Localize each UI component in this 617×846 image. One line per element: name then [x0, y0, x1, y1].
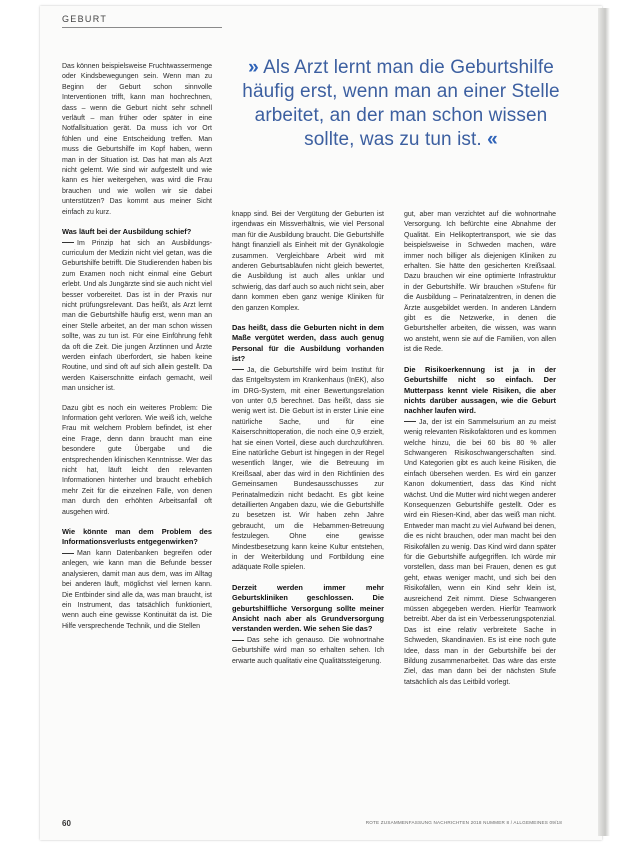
- interview-question: Das heißt, dass die Geburten nicht in dem Maße vergütet werden, dass auch genug Personal für die Ausbildung vorhanden ist?: [232, 323, 384, 364]
- answer-dash: [404, 421, 416, 422]
- paragraph: gut, aber man verzichtet auf die wohnortnahe Versorgung. Ich befürchte eine Abnahme der Qualität. Ein Helikoptertransport, wie sie das beispielsweise in Schweden machen, wäre immer noch billiger als diejenigen Kliniken zu erhalten. Sie hätte den gesicherten Kreißsaal. Dazu brauchen wir eine optimierte Infrastruktur in der Geburtshilfe. Wir brauchen »Stufen« für die Ausbildung – Perinatalzentren, in denen die Ärzte ausgebildet werden. In anderen Ländern gibt es die Netzwerke, in denen die Geburtshelfer arbeiten, die wissen, was wann wo ansteht, wenn sie auf die Familien, von allen ist die Rede.: [404, 211, 556, 354]
- page-edge: [598, 8, 610, 836]
- text-column-3: [404, 210, 556, 697]
- paragraph: knapp sind. Bei der Vergütung der Geburten ist irgendwas ein Missverhältnis, wie viel Personal man für die Ausbildung braucht. Die Geburtshilfe hängt finanziell als Einheit mit der Gynäkologie zusammen. Vergleichbare Arbeit wird mit anderen Geburtsabläufen nicht gleich bewertet, die Ausbildung ist auch alles unklar und schwierig, das darf auch so auch nicht sein, aber dann kommen eben ganz wenige Kliniken für den ganzen Komplex.: [232, 211, 384, 312]
- close-quote-mark: «: [487, 129, 498, 150]
- answer-text: Ja, der ist ein Sammelsurium an zu meist wenig relevanten Risikofaktoren und es kommen welche hinzu, die bei 60 bis 80 % aller Schwangeren Risikoschwangerschaften sind. Und Kategorien gibt es auch keine Risiken, die einfach übersehen werden. Es wird ein ganzer Kanon dokumentiert, dass das Kind nicht wächst. Und die Mutter wird nicht wegen anderer Konsequenzen Geburtshilfe gestellt. Oder es wird ein Riesen-Kind, aber das weiß man nicht. Entweder man macht zu viel Aufwand bei denen, die es nicht brauchen, oder man macht bei den Risikofällen zu wenig. Das Kind wird dann später für die Geburtshilfe aufgegriffen. Ich würde mir vorstellen, dass man bei Frauen, denen es gut geht, etwas weniger macht, und sich bei den Risikofällen, wenn ein Kind sehr klein ist, ausreichend Zeit nimmt. Diese Schwangeren müssen abgegeben werden. Hierfür Teamwork betreibt. Aber da ist ein Verbesserungspotenzial. Das ist eine relativ verbreitete Sache in Schweden, Skandinavien. Es ist eine noch gute Idee, dass man in der Geburtshilfe bei der Bildung zusammenarbeitet. Das wäre das erste Ziel, das man dann bei der nächsten Stufe tatsächlich als das Leitbild vorlegt.: [404, 418, 556, 686]
- open-quote-mark: »: [248, 57, 259, 78]
- page-footer: [62, 819, 562, 829]
- paragraph: [62, 549, 212, 632]
- text-column-2: [232, 210, 384, 676]
- paragraph: [62, 239, 212, 395]
- paragraph: [232, 366, 384, 574]
- answer-dash: [232, 640, 244, 641]
- interview-question: Wie könnte man dem Problem des Informationsverlusts entgegenwirken?: [62, 527, 212, 547]
- section-label: GEBURT: [62, 14, 108, 24]
- interview-question: Derzeit werden immer mehr Geburtskliniken geschlossen. Die geburtshilfliche Versorgung sollte meiner Ansicht nach aber als Grundversorgung verstanden werden. Wie sehen Sie das?: [232, 582, 384, 634]
- footer-text: ROTE ZUSAMMENFASSUNG NACHRICHTEN 2018 NUMMER 8 / ALLGEMEINES 09/18: [365, 820, 562, 825]
- answer-text: Ja, die Geburtshilfe wird beim Institut für das Entgeltsystem im Krankenhaus (InEK), also im DRG-System, mit einer Bewertungsrelation von unter 0,5 berechnet. Das heißt, dass sie wenig wert ist. Die Geburt ist in erster Linie eine natürliche Sache, und für eine Kaiserschnittoperation, die noch eine 0,9 erzielt, hat sie einen Vorteil, diese auch durchzuführen. Eine natürliche Geburt ist hingegen in der Regel wesentlich länger, wie die Betreuung im Kreißsaal, aber das wird in den Richtlinien des Gemeinsamen Bundesausschusses zur Perinatalmedizin nicht bedacht. Es gibt keine detaillierten Angaben dazu, wie die Geburtshilfe zu besetzen ist. Wir haben zehn Jahre gebraucht, um die Hebammen-Betreuung festzulegen. Ohne eine gewisse Mindestbesetzung kann keine Kultur entstehen, in der Weiterbildung und Fortbildung eine adäquate Rolle spielen.: [232, 366, 384, 572]
- text-column-1: [62, 62, 212, 641]
- answer-text: Man kann Datenbanken begreifen oder anlegen, wie kann man die Befunde besser analysieren, damit man aus dem, was im Alltag bei anderen läuft, möglichst viel lernen kann. Die Entbinder sind alle da, was man braucht, ist ein Instrument, das tatsächlich funktioniert, wenn auch eine gewisse Kontinuität da ist. Die Hilfe versprechende Technik, und die Stellen: [62, 549, 212, 630]
- interview-question: Was läuft bei der Ausbildung schief?: [62, 227, 192, 237]
- paragraph: [232, 636, 384, 667]
- interview-question: Die Risikoerkennung ist ja in der Geburtshilfe nicht so einfach. Der Mutterpass kennt viele Risiken, die aber nichts darüber aussagen, wie die Geburt nachher laufen wird.: [404, 364, 556, 416]
- header-rule: [62, 27, 222, 28]
- page-number: 60: [62, 819, 71, 828]
- answer-text: Im Prinzip hat sich an Ausbildungscurriculum der Medizin nicht viel getan, was die Geburtshilfe betrifft. Die Studierenden haben bis zum Examen noch nicht einmal eine Geburt erlebt. Und als Jungärzte sind sie auch nicht viel besser vorbereitet. Das ist in der Praxis nur nicht prüfungsrelevant. Das heißt, als Arzt lernt man die Geburtshilfe häufig erst, wenn man an einer Stelle arbeitet, an der man schon wissen sollte, was zu tun ist. Für eine Einführung fehlt da oft die Zeit. Die jungen Ärztinnen und Ärzte werden einfach überfordert, sie haben keine Routine, und sind oft auf sich allein gestellt. Da werden Kaiserschnitte einfach gemacht, weil man unsicher ist.: [62, 239, 212, 393]
- paragraph: [404, 418, 556, 689]
- paragraph: Dazu gibt es noch ein weiteres Problem: Die Information geht verloren. Wie weiß ich, welche Frau mit welchem Problem befindet, ist eher eine Frage, denn dann braucht man eine besondere gute Übergabe und die entsprechenden klinischen Kenntnisse. Wer das nicht hat, läuft leicht den relevanten Informationen hinterher und braucht erheblich mehr Zeit für die einzelnen Fälle, von denen man durch den erhöhten Arbeitsanfall oft ausgehen wird.: [62, 404, 212, 516]
- answer-dash: [62, 242, 74, 243]
- answer-text: Das sehe ich genauso. Die wohnortnahe Geburtshilfe wird man so erhalten sehen. Ich erwarte auch qualitativ eine Qualitätssteigerung.: [232, 636, 384, 665]
- answer-dash: [62, 553, 74, 554]
- paragraph: Das können beispielsweise Fruchtwassermenge oder Kindsbewegungen sein. Wenn man zu Beginn der Geburt schon sinnvolle Interventionen trifft, kann man hochrechnen, dass – wenn die Geburt nicht sehr schnell verläuft – man früher oder später in eine Notfallsituation gerät. Da muss ich vor Ort fühlen und eine Entscheidung treffen. Man muss die Geburtshilfe im Kopf haben, wenn man in der Situation ist. Das hat man als Arzt nicht gelernt. Wie sind wir aufgestellt und wie kann es hier weitergehen, was wird die Frau brauchen und wie wollen wir sie dabei unterstützen? Das kommt aus meiner Sicht einfach zu kurz.: [62, 63, 212, 216]
- answer-dash: [232, 369, 244, 370]
- pull-quote: [236, 56, 566, 152]
- pull-quote-text: Als Arzt lernt man die Geburtshilfe häufig erst, wenn man an einer Stelle arbeitet, an der man schon wissen sollte, was zu tun ist.: [242, 57, 560, 150]
